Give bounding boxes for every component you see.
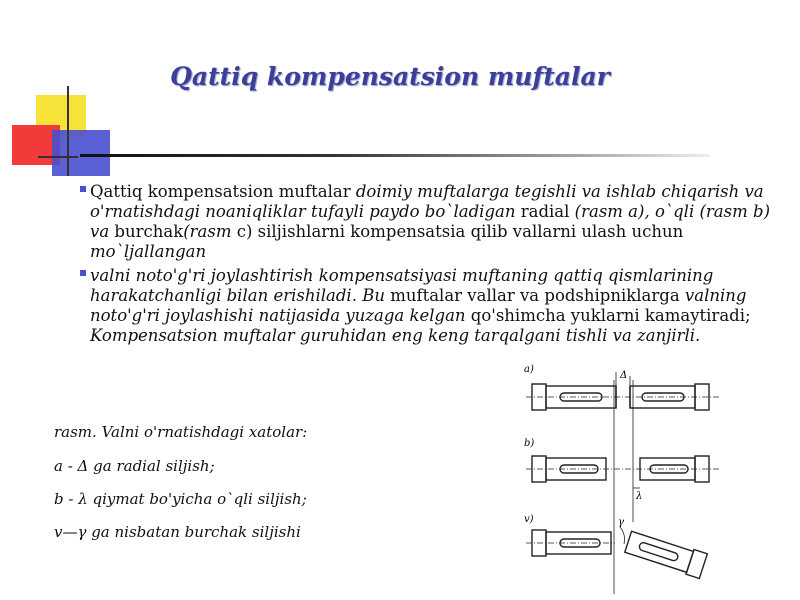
title-divider — [80, 154, 710, 157]
caption-radial: a - Δ ga radial siljish; — [54, 457, 215, 475]
gamma-symbol: γ — [618, 517, 624, 528]
figure-caption: rasm. Valni o'rnatishdagi xatolar: — [54, 423, 308, 441]
bullet-list — [80, 182, 770, 350]
caption-angular: v—γ ga nisbatan burchak siljishi — [54, 523, 301, 541]
shaft-misalignment-figure — [520, 362, 725, 594]
shaft-pair-angular — [532, 527, 707, 579]
shaft-pair-axial — [532, 456, 709, 488]
figure-label-v: v) — [524, 514, 534, 525]
bullet-square-icon — [80, 186, 86, 192]
decor-vertical-line — [67, 86, 69, 176]
bullet-square-icon — [80, 270, 86, 276]
delta-symbol: Δ — [620, 370, 628, 381]
bullet-item — [80, 266, 770, 346]
bullet-text: Qattiq kompensatsion muftalar doimiy muftalarga tegishli va ishlab chiqarish va o'rnatishdagi noaniqliklar tufayli paydo bo`ladigan radial (rasm a), o`qli (rasm b) va burchak(rasm c) siljishlarni kompensatsia qilib vallarni ulash uchun mo`ljallangan — [90, 182, 771, 261]
figure-label-b: b) — [524, 438, 535, 449]
figure-label-a: a) — [524, 364, 534, 375]
caption-axial: b - λ qiymat bo'yicha o`qli siljish; — [54, 490, 307, 508]
bullet-text: valni noto'g'ri joylashtirish kompensatsiyasi muftaning qattiq qismlarining harakatchanligi bilan erishiladi. Bu muftalar vallar va podshipniklarga valning noto'g'ri joylashishi natijasida yuzaga kelgan qo'shimcha yuklarni kamaytiradi; Kompensatsion muftalar guruhidan eng keng tarqalgani tishli va zanjirli. — [90, 266, 751, 345]
bullet-item — [80, 182, 770, 262]
slide-title: Qattiq kompensatsion muftalar — [170, 62, 610, 91]
decor-horizontal-line — [38, 156, 78, 158]
lambda-symbol: λ — [636, 491, 643, 502]
decor-blue-square — [52, 130, 110, 176]
